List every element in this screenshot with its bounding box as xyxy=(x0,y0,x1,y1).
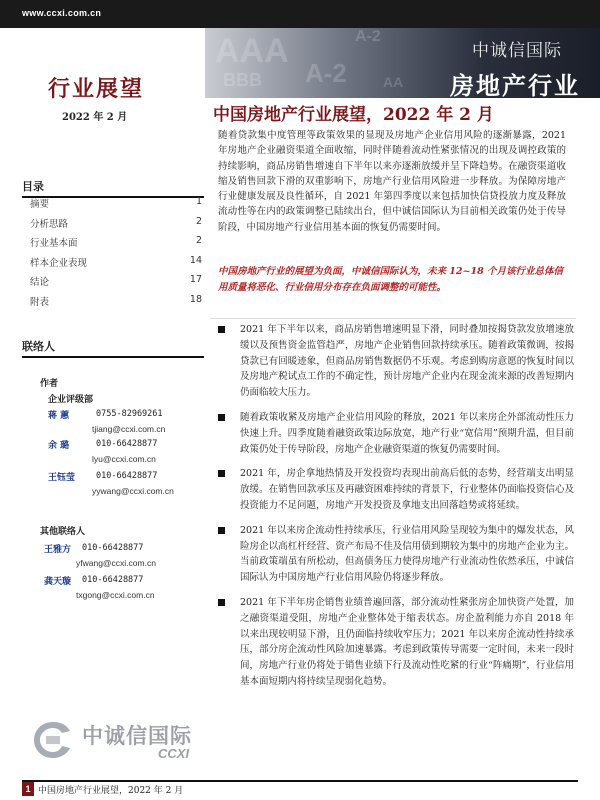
banner-deco-text: AAA xyxy=(215,32,289,70)
toc-item-page: 14 xyxy=(189,254,202,266)
toc-item-label: 附表 xyxy=(30,296,50,308)
contacts-heading: 联络人 xyxy=(22,338,204,358)
toc-item-page: 2 xyxy=(195,235,202,246)
list-item xyxy=(218,410,574,457)
toc-item-label: 分析思路 xyxy=(30,218,69,230)
contact-email[interactable]: yywang@ccxi.com.cn xyxy=(92,486,174,496)
list-item-text: 2021 年下半年房企销售业绩普遍回落，部分流动性紧张房企加快资产处置，加之融资渠道受阻，房地产企业整体处于缩表状态。房企盈利能力亦自 2018 年以来出现较明显下滑，且仍面临持续收窄压力；2021 年以来房企流动性持续承压，部分房企流动性风险加速暴露。考虑到政策传导需要一定时间，未来一段时间，房地产行业仍将处于销售业绩下行及流动性吃紧的行业“阵痛期”，行业信用基本面短期内将持续呈现弱化趋势。 xyxy=(240,596,574,687)
banner-brand: 中诚信国际 xyxy=(472,41,562,61)
toc-item-page: 2 xyxy=(195,215,202,227)
contact-phone: 010-66428877 xyxy=(82,543,144,553)
toc-item-page: 17 xyxy=(189,274,202,285)
bullet-square-icon xyxy=(218,414,225,421)
intro-paragraph: 随着贷款集中度管理等政策效果的显现及房地产企业信用风险的逐渐暴露，2021 年房地产企业融资渠道全面收缩，同时伴随着流动性紧张情况的出现及调控政策的持续影响，商品房销售增速自下半年以来亦逐渐放缓并呈下降趋势。在融资渠道收缩及销售回款下滑的双重影响下，房地产行业信用风险进一步释放。为保障房地产行业健康发展及良性循环，自 2021 年第四季度以来包括加快信贷投放力度及释放流动性等在内的政策调整已陆续出台，但中诚信国际认为目前相关政策仍处于传导阶段，中国房地产行业信用基本面的恢复仍需要时间。 xyxy=(218,130,566,233)
contact-email[interactable]: lyu@ccxi.com.cn xyxy=(92,454,156,464)
list-item-text: 随着政策收紧及房地产企业信用风险的释放，2021 年以来房企外部流动性压力快速上升。四季度随着融资政策边际放宽，地产行业“宽信用”预期升温，但目前政策仍处于传导阶段，房地产企业融资渠道的恢复仍需要时间。 xyxy=(240,411,574,455)
toc-item-label: 样本企业表现 xyxy=(30,257,88,269)
toc-item-label: 摘要 xyxy=(30,199,50,210)
bullet-square-icon xyxy=(218,527,225,534)
logo-text: 中诚信国际 xyxy=(82,724,192,748)
banner-deco-text: A-2 xyxy=(355,28,381,45)
list-item xyxy=(218,595,574,690)
site-url[interactable]: www.ccxi.com.cn xyxy=(22,8,102,18)
toc-item-page: 18 xyxy=(189,293,202,305)
toc-list xyxy=(30,196,202,313)
ccxi-logo-icon xyxy=(30,718,76,762)
contact-name: 余 璐 xyxy=(48,441,70,451)
toc-heading: 目录 xyxy=(22,178,204,198)
toc-item[interactable] xyxy=(30,196,202,216)
header-banner xyxy=(205,28,600,98)
toc-item-page: 1 xyxy=(195,196,202,207)
sector-title: 房地产行业 xyxy=(450,72,580,98)
contact-phone: 010-66428877 xyxy=(96,439,158,449)
toc-item[interactable] xyxy=(30,235,202,255)
list-item-text: 2021 年下半年以来，商品房销售增速明显下滑，同时叠加按揭贷款发放增速放缓以及预售资金监管趋严，房地产企业销售回款持续承压。随着政策微调，按揭贷款已有回暖迹象，但商品房销售数据仍不乐观。考虑到购房意愿的恢复时间以及房地产税试点工作的不确定性，预计房地产企业内在现金流来源的改善短期内仍面临较大压力。 xyxy=(240,324,574,399)
contact-name: 王钰莹 xyxy=(48,473,76,483)
footer-text: 中国房地产行业展望，2022 年 2 月 xyxy=(38,786,184,796)
list-item xyxy=(218,466,574,513)
bullet-square-icon xyxy=(218,599,225,606)
key-points-list xyxy=(218,322,574,699)
contact-name: 龚天璇 xyxy=(44,577,72,587)
list-item xyxy=(218,322,574,401)
contact-name: 蒋 蕙 xyxy=(48,411,70,421)
outlook-highlight: 中国房地产行业的展望为负面，中诚信国际认为，未来 12~18 个月该行业总体信用质量将恶化、行业信用分布存在负面调整的可能性。 xyxy=(218,266,564,293)
toc-item[interactable] xyxy=(30,274,202,294)
bullet-square-icon xyxy=(218,326,225,333)
banner-deco-text: A-2 xyxy=(305,58,347,88)
dept-label: 企业评级部 xyxy=(48,395,94,405)
toc-item[interactable] xyxy=(30,294,202,314)
logo-english: CCXI xyxy=(158,746,190,761)
divider xyxy=(210,318,576,319)
list-item-text: 2021 年，房企拿地热情及开发投资均表现出前高后低的态势，经营端支出明显放缓。在销售回款承压及再融资困难持续的背景下，行业整体仍面临投资信心及投资能力不足问题，房地产开发投资及拿地支出回落趋势或将延续。 xyxy=(240,468,574,511)
contact-email[interactable]: tjiang@ccxi.com.cn xyxy=(92,424,166,434)
toc-item[interactable] xyxy=(30,255,202,275)
bullet-square-icon xyxy=(218,470,225,477)
authors-label: 作者 xyxy=(40,379,59,389)
list-item-text: 2021 年以来房企流动性持续承压，行业信用风险呈现较为集中的爆发状态，风险房企以高杠杆经营、资产布局不佳及信用债到期较为集中的房地产企业为主。当前政策端虽有所松动，但高债务压力使得房地产行业流动性依然承压，中诚信国际认为中国房地产行业信用风险仍将逐步释放。 xyxy=(240,524,574,584)
contact-phone: 010-66428877 xyxy=(96,471,158,481)
contact-phone: 010-66428877 xyxy=(82,575,144,585)
report-date: 2022 年 2 月 xyxy=(62,112,128,123)
banner-deco-text: AA xyxy=(383,74,404,90)
other-contacts-label: 其他联络人 xyxy=(40,527,86,537)
toc-item-label: 结论 xyxy=(30,277,50,288)
contact-name: 王雅方 xyxy=(44,545,72,555)
contact-phone: 0755-82969261 xyxy=(96,409,163,419)
page-number: 1 xyxy=(22,782,34,796)
contact-email[interactable]: txgong@ccxi.com.cn xyxy=(76,590,155,600)
page-title: 中国房地产行业展望，2022 年 2 月 xyxy=(213,105,494,125)
list-item xyxy=(218,523,574,586)
banner-deco-text: BBB xyxy=(223,70,262,90)
toc-item[interactable] xyxy=(30,216,202,236)
contact-email[interactable]: yfwang@ccxi.com.cn xyxy=(76,558,156,568)
toc-item-label: 行业基本面 xyxy=(30,238,78,249)
report-type: 行业展望 xyxy=(48,77,145,102)
top-bar xyxy=(0,0,600,28)
